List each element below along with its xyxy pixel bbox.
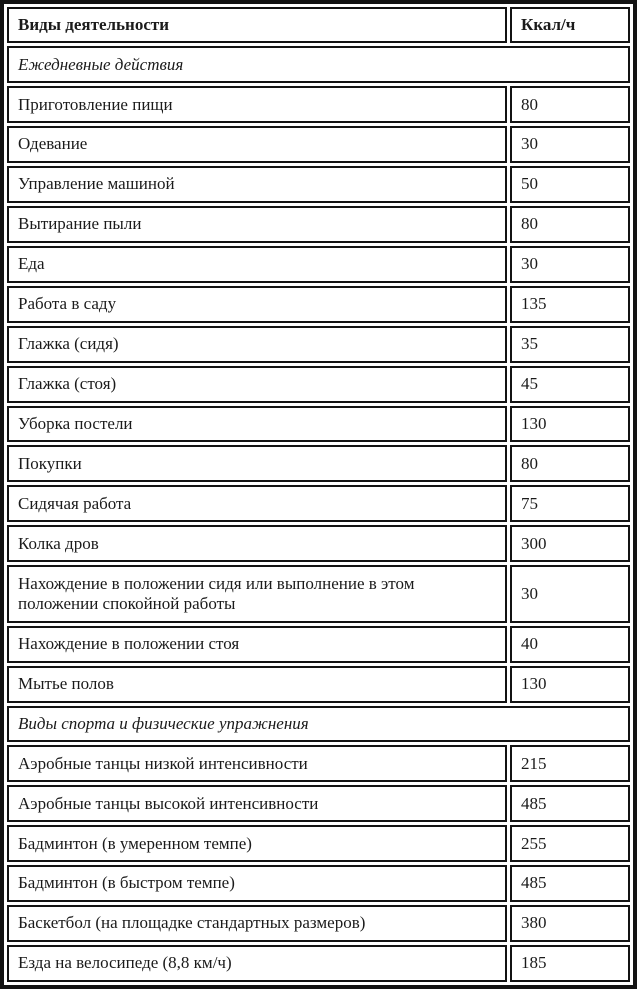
activity-cell: Баскетбол (на площадке стандартных размеров): [7, 905, 507, 942]
table-row: [7, 445, 630, 482]
column-header-kcal: Ккал/ч: [510, 7, 630, 43]
kcal-cell: 30: [510, 565, 630, 623]
activity-cell: Вытирание пыли: [7, 206, 507, 243]
activity-cell: Сидячая работа: [7, 485, 507, 522]
column-header-activity: Виды деятельности: [7, 7, 507, 43]
table-row: [7, 565, 630, 623]
table-row: [7, 825, 630, 862]
activity-cell: Мытье полов: [7, 666, 507, 703]
activity-cell: Глажка (сидя): [7, 326, 507, 363]
table-row: [7, 126, 630, 163]
kcal-cell: 255: [510, 825, 630, 862]
table-row: [7, 326, 630, 363]
table-row: [7, 905, 630, 942]
table-row: [7, 366, 630, 403]
kcal-cell: 130: [510, 666, 630, 703]
activity-cell: Уборка постели: [7, 406, 507, 443]
kcal-cell: 30: [510, 126, 630, 163]
kcal-cell: 380: [510, 905, 630, 942]
kcal-cell: 135: [510, 286, 630, 323]
table-row: [7, 785, 630, 822]
kcal-cell: 80: [510, 86, 630, 123]
kcal-cell: 485: [510, 785, 630, 822]
table-row: [7, 166, 630, 203]
activity-cell: Нахождение в положении стоя: [7, 626, 507, 663]
activity-cell: Еда: [7, 246, 507, 283]
table-row: [7, 485, 630, 522]
kcal-cell: 80: [510, 445, 630, 482]
kcal-cell: 30: [510, 246, 630, 283]
section-row: [7, 46, 630, 83]
activity-cell: Работа в саду: [7, 286, 507, 323]
activity-cell: Покупки: [7, 445, 507, 482]
table-body: [7, 46, 630, 982]
activity-cell: Аэробные танцы высокой интенсивности: [7, 785, 507, 822]
activity-cell: Одевание: [7, 126, 507, 163]
table-row: [7, 406, 630, 443]
kcal-cell: 80: [510, 206, 630, 243]
table-row: [7, 206, 630, 243]
table-row: [7, 286, 630, 323]
kcal-cell: 35: [510, 326, 630, 363]
activity-cell: Приготовление пищи: [7, 86, 507, 123]
activity-cell: Глажка (стоя): [7, 366, 507, 403]
kcal-cell: 215: [510, 745, 630, 782]
table-row: [7, 745, 630, 782]
table-row: [7, 666, 630, 703]
section-label: Ежедневные действия: [7, 46, 630, 83]
activity-cell: Нахождение в положении сидя или выполнение в этом положении спокойной работы: [7, 565, 507, 623]
kcal-cell: 75: [510, 485, 630, 522]
table-header-row: [7, 7, 630, 43]
table-row: [7, 86, 630, 123]
kcal-cell: 485: [510, 865, 630, 902]
activity-cell: Управление машиной: [7, 166, 507, 203]
section-row: [7, 706, 630, 743]
kcal-cell: 50: [510, 166, 630, 203]
activity-cell: Колка дров: [7, 525, 507, 562]
kcal-cell: 40: [510, 626, 630, 663]
activity-cell: Езда на велосипеде (8,8 км/ч): [7, 945, 507, 982]
table-row: [7, 626, 630, 663]
table-row: [7, 945, 630, 982]
calories-table: [4, 4, 633, 985]
table-row: [7, 525, 630, 562]
activity-cell: Бадминтон (в умеренном темпе): [7, 825, 507, 862]
section-label: Виды спорта и физические упражнения: [7, 706, 630, 743]
table-row: [7, 246, 630, 283]
kcal-cell: 185: [510, 945, 630, 982]
kcal-cell: 130: [510, 406, 630, 443]
kcal-cell: 45: [510, 366, 630, 403]
table-row: [7, 865, 630, 902]
kcal-cell: 300: [510, 525, 630, 562]
activity-cell: Бадминтон (в быстром темпе): [7, 865, 507, 902]
activity-cell: Аэробные танцы низкой интенсивности: [7, 745, 507, 782]
